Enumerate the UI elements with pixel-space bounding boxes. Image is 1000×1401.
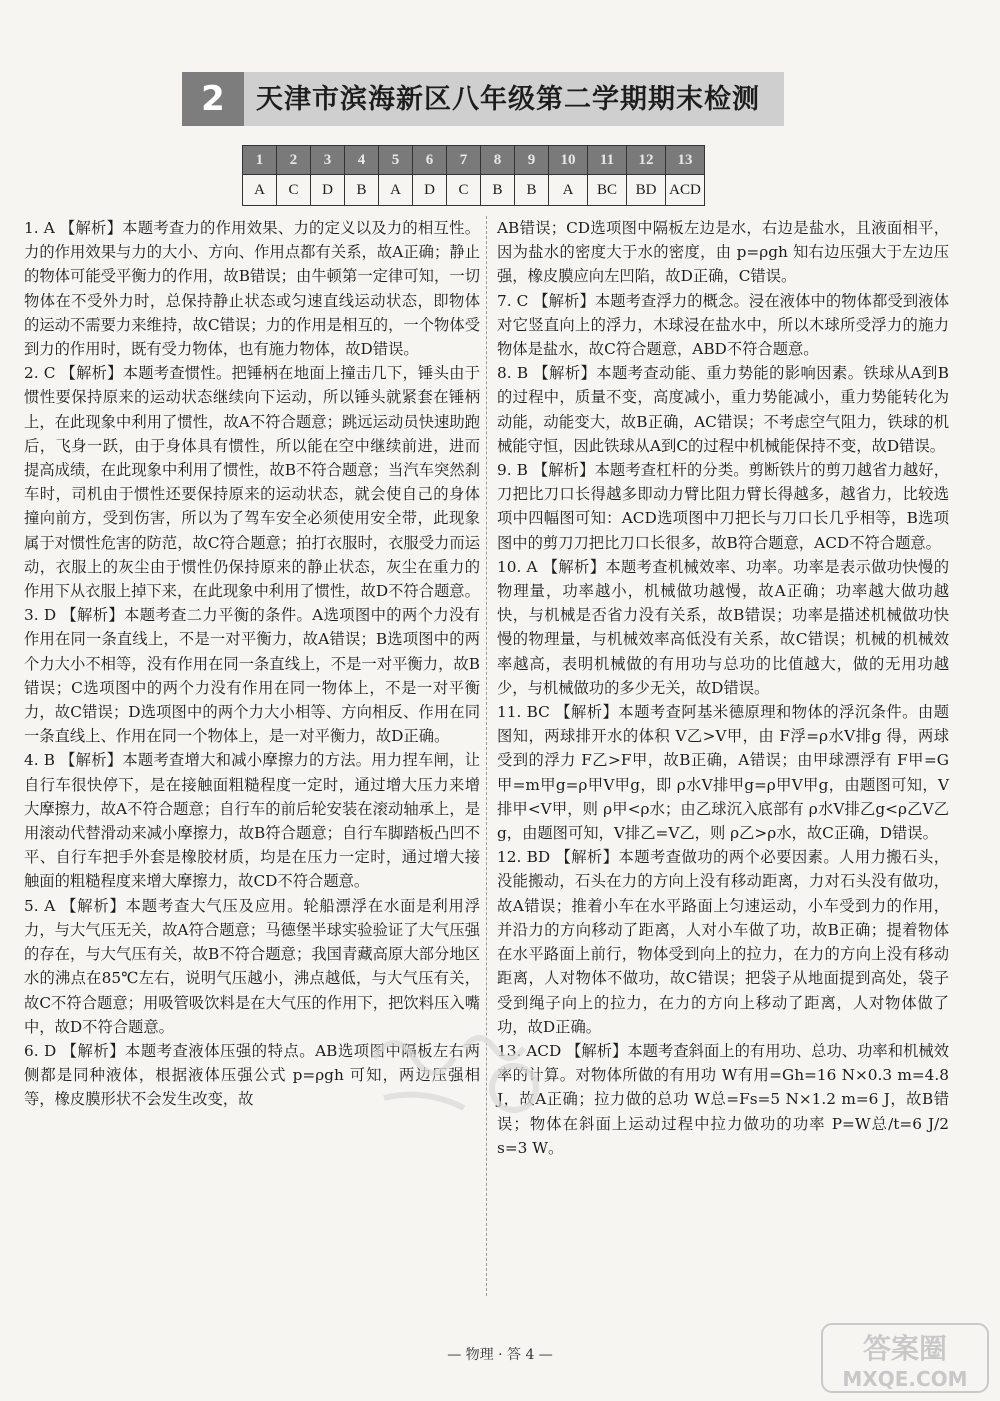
question-number-cell: 10: [549, 146, 588, 175]
answer-cell: A: [379, 175, 413, 206]
answer-row: [243, 175, 705, 206]
question-number-cell: 4: [345, 146, 379, 175]
faint-stamp-mark: [354, 1018, 584, 1128]
question-number-cell: 3: [311, 146, 345, 175]
page-title: 天津市滨海新区八年级第二学期期末检测: [256, 84, 760, 115]
solution-item: 6. D 【解析】本题考查液体压强的特点。AB选项图中隔板左右两侧都是同种液体，根据液体压强公式 p=ρgh 可知，两边压强相等，橡皮膜形状不会发生改变，故: [24, 1041, 480, 1109]
answer-cell: C: [447, 175, 481, 206]
answer-cell: A: [549, 175, 588, 206]
question-number-cell: 5: [379, 146, 413, 175]
question-number-cell: 13: [666, 146, 705, 175]
column-divider: [486, 216, 487, 1296]
question-number-cell: 2: [277, 146, 311, 175]
question-number-row: [243, 146, 705, 175]
answer-cell: ACD: [666, 175, 705, 206]
question-number-cell: 6: [413, 146, 447, 175]
solution-item: 12. BD 【解析】本题考查做功的两个必要因素。人用力搬石头，没能搬动，石头在力的方向上没有移动距离，力对石头没有做功，故A错误；推着小车在水平路面上匀速运动，小车受到力的作用，并沿力的方向移动了距离，人对小车做了功，故B正确；提着物体在水平路面上前行，物体受到向上的拉力，在力的方向上没有移动距离，人对物体不做功，故C错误；把袋子从地面提到高处，袋子受到绳子向上的拉力，在力的方向上移动了距离，人对物体做了功，故D正确。: [497, 848, 949, 1036]
solution-item: 11. BC 【解析】本题考查阿基米德原理和物体的浮沉条件。由题图知，两球排开水的体积 V乙>V甲，由 F浮=ρ水V排g 得，两球受到的浮力 F乙>F甲，故B正确，A错误；由甲球漂浮有 F甲=G甲=m甲g=ρ甲V甲g，即 ρ水V排甲g=ρ甲V甲g，由题图可知，V排甲<V甲，则 ρ甲<ρ水；由乙球沉入底部有 ρ水V排乙g<ρ乙V乙g，由题图可知，V排乙=V乙，则 ρ乙>ρ水，故C正确，D错误。: [497, 703, 949, 843]
solution-item: 3. D 【解析】本题考查二力平衡的条件。A选项图中的两个力没有作用在同一条直线上，不是一对平衡力，故A错误；B选项图中的两个力大小不相等，没有作用在同一条直线上，不是一对平衡力，故B错误；C选项图中的两个力没有作用在同一物体上，不是一对平衡力，故C错误；D选项图中的两个力大小相等、方向相反、作用在同一条直线上、作用在同一个物体上，是一对平衡力，故D正确。: [24, 606, 480, 746]
left-column: [24, 216, 480, 1112]
solution-item: 10. A 【解析】本题考查机械效率、功率。功率是表示做功快慢的物理量，功率越小，机械做功越慢，故A正确；功率越大做功越快，与机械是否省力没有关系，故B错误；功率是描述机械做功快慢的物理量，与机械效率高低没有关系，故C错误；机械的机械效率越高，表明机械做的有用功与总功的比值越大，做的无用功越少，与机械做功的多少无关，故D错误。: [497, 557, 949, 697]
question-number-cell: 9: [515, 146, 549, 175]
solution-item: 8. B 【解析】本题考查动能、重力势能的影响因素。铁球从A到B的过程中，质量不变，高度减小，重力势能减小，重力势能转化为动能，动能变大，故B正确，AC错误；不考虑空气阻力，铁球的机械能守恒，因此铁球从A到C的过程中机械能保持不变，故D错误。: [497, 364, 949, 455]
answer-cell: D: [413, 175, 447, 206]
solution-item: AB错误；CD选项图中隔板左边是水，右边是盐水，且液面相平，因为盐水的密度大于水的密度，由 p=ρgh 知右边压强大于左边压强，橡皮膜应向左凹陷，故D正确，C错误。: [497, 219, 949, 286]
question-number-cell: 7: [447, 146, 481, 175]
question-number-cell: 11: [588, 146, 627, 175]
solution-item: 5. A 【解析】本题考查大气压及应用。轮船漂浮在水面是利用浮力，与大气压无关，故A符合题意；马德堡半球实验验证了大气压强的存在，与大气压有关，故B不符合题意；我国青藏高原大部分地区水的沸点在85℃左右，说明气压越小，沸点越低，与大气压有关，故C不符合题意；用吸管吸饮料是在大气压的作用下，把饮料压入嘴中，故D不符合题意。: [24, 896, 480, 1036]
answer-cell: C: [277, 175, 311, 206]
solution-item: 13. ACD 【解析】本题考查斜面上的有用功、总功、功率和机械效率的计算。对物体所做的有用功 W有用=Gh=16 N×0.3 m=4.8 J，故A正确；拉力做的总功 W总=Fs=5 N×1.2 m=6 J，故B错误；物体在斜面上运动过程中拉力做功的功率 P=W总/t=6 J/2 s=3 W。: [497, 1041, 949, 1157]
answer-cell: B: [481, 175, 515, 206]
question-number-cell: 1: [243, 146, 277, 175]
solution-item: 9. B 【解析】本题考查杠杆的分类。剪断铁片的剪刀越省力越好，刀把比刀口长得越多即动力臂比阻力臂长得越多，越省力，比较选项中四幅图可知：ACD选项图中刀把长与刀口长几乎相等，B选项图中的剪刀刀把比刀口长很多，故B符合题意，ACD不符合题意。: [497, 461, 949, 552]
answer-cell: BC: [588, 175, 627, 206]
answer-cell: B: [515, 175, 549, 206]
page-footer: — 物理 · 答 4 —: [447, 1347, 553, 1363]
solution-item: 2. C 【解析】本题考查惯性。把锤柄在地面上撞击几下，锤头由于惯性要保持原来的运动状态继续向下运动，所以锤头就紧套在锤柄上，在此现象中利用了惯性，故A不符合题意；跳远运动员快速助跑后，飞身一跃，由于身体具有惯性，所以能在空中继续前进，进而提高成绩，在此现象中利用了惯性，故B不符合题意；当汽车突然刹车时，司机由于惯性还要保持原来的运动状态，就会使自己的身体撞向前方，受到伤害，所以为了驾车安全必须使用安全带，此现象属于对惯性危害的防范，故C符合题意；拍打衣服时，衣服受力而运动，衣服上的灰尘由于惯性仍保持原来的静止状态，灰尘在重力的作用下从衣服上掉下来，在此现象中利用了惯性，故D不符合题意。: [24, 364, 480, 601]
question-number-cell: 12: [627, 146, 666, 175]
watermark-top-text: 答案圈: [862, 1332, 948, 1365]
watermark-bottom-text: MXQE.COM: [842, 1367, 968, 1391]
answer-cell: BD: [627, 175, 666, 206]
question-number-cell: 8: [481, 146, 515, 175]
section-header: [182, 72, 784, 126]
solution-item: 4. B 【解析】本题考查增大和减小摩擦力的方法。用力捏车闸，让自行车很快停下，是在接触面粗糙程度一定时，通过增大压力来增大摩擦力，故A不符合题意；自行车的前后轮安装在滚动轴承上，是用滚动代替滑动来减小摩擦力，故B符合题意；自行车脚踏板凸凹不平、自行车把手外套是橡胶材质，均是在压力一定时，通过增大接触面的粗糙程度来增大摩擦力，故CD不符合题意。: [24, 751, 480, 891]
answer-key-table: [242, 145, 705, 206]
section-number: 2: [182, 72, 244, 126]
answer-cell: B: [345, 175, 379, 206]
answer-cell: D: [311, 175, 345, 206]
answer-cell: A: [243, 175, 277, 206]
solution-item: 1. A 【解析】本题考查力的作用效果、力的定义以及力的相互性。力的作用效果与力的大小、方向、作用点都有关系，故A正确；静止的物体可能受平衡力的作用，故B错误；由牛顿第一定律可知，一切物体在不受外力时，总保持静止状态或匀速直线运动状态，即物体的运动不需要力来维持，故C错误；力的作用是相互的，一个物体受到力的作用时，既有受力物体，也有施力物体，故D错误。: [24, 219, 480, 359]
solution-item: 7. C 【解析】本题考查浮力的概念。浸在液体中的物体都受到液体对它竖直向上的浮力，木球浸在盐水中，所以木球所受浮力的施力物体是盐水，故C符合题意，ABD不符合题意。: [497, 291, 949, 359]
